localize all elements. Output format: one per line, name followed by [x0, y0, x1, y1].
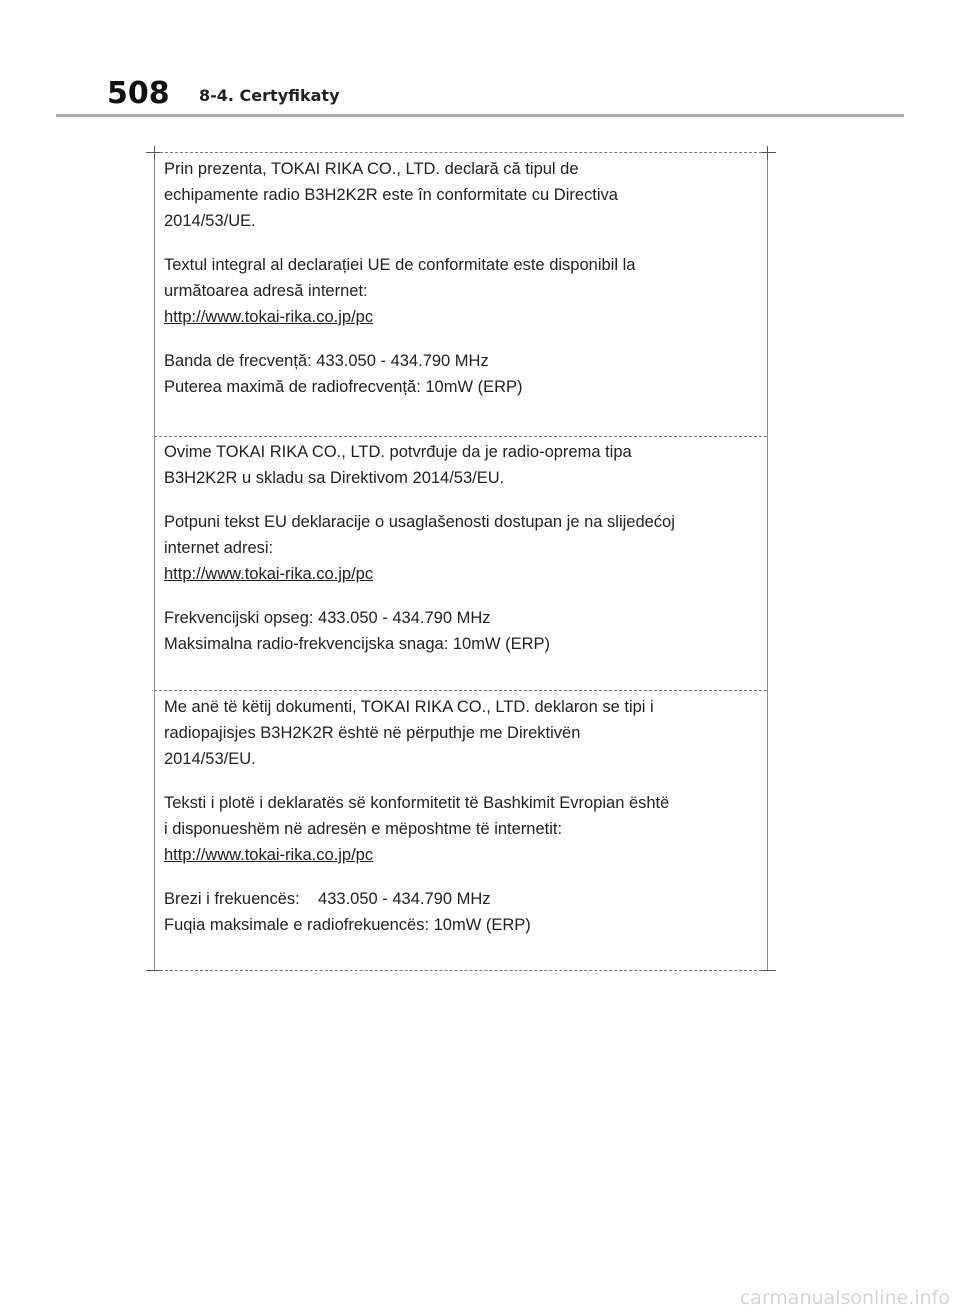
fulltext-line: internet adresi:: [164, 539, 274, 557]
declaration-line: Ovime TOKAI RIKA CO., LTD. potvrđuje da je radio-oprema tipa: [164, 443, 632, 461]
fulltext-line: Potpuni tekst EU deklaracije o usaglašenosti dostupan je na slijedećoj: [164, 513, 675, 531]
box-border-bottom: [150, 970, 772, 971]
fulltext-line: i disponueshëm në adresën e mëposhtme të internetit:: [164, 820, 563, 838]
max-power: Maksimalna radio-frekvencijska snaga: 10mW (ERP): [164, 635, 551, 653]
page-header: [0, 0, 960, 118]
declaration-line: echipamente radio B3H2K2R este în conformitate cu Directiva: [164, 186, 618, 204]
frequency-band: Brezi i frekuencës: 433.050 - 434.790 MHz: [164, 890, 491, 908]
corner-tick: [762, 152, 776, 153]
corner-tick: [146, 970, 160, 971]
corner-tick: [762, 970, 776, 971]
max-power: Fuqia maksimale e radiofrekuencës: 10mW (ERP): [164, 916, 531, 934]
frequency-band: Banda de frecvență: 433.050 - 434.790 MHz: [164, 352, 489, 370]
certificate-box: [146, 146, 778, 974]
frequency-band: Frekvencijski opseg: 433.050 - 434.790 MHz: [164, 609, 491, 627]
declaration-line: 2014/53/EU.: [164, 750, 256, 768]
watermark: carmanualsonline.info: [739, 1287, 950, 1309]
section-divider: [154, 436, 767, 437]
corner-tick: [146, 152, 160, 153]
max-power: Puterea maximă de radiofrecvență: 10mW (ERP): [164, 378, 523, 396]
section-divider: [154, 690, 767, 691]
declaration-line: B3H2K2R u skladu sa Direktivom 2014/53/EU.: [164, 469, 505, 487]
declaration-line: Me anë të këtij dokumenti, TOKAI RIKA CO., LTD. deklaron se tipi i: [164, 698, 654, 716]
corner-tick: [154, 146, 155, 160]
certificate-albanian: [164, 694, 742, 938]
declaration-line: 2014/53/UE.: [164, 212, 256, 230]
section-title: 8-4. Certyfikaty: [199, 86, 340, 105]
certificate-croatian: [164, 439, 742, 657]
box-border-top: [150, 152, 772, 153]
declaration-url-link[interactable]: http://www.tokai-rika.co.jp/pc: [164, 565, 374, 583]
header-rule: [56, 114, 904, 117]
fulltext-line: Textul integral al declarației UE de conformitate este disponibil la: [164, 256, 636, 274]
corner-tick: [767, 146, 768, 160]
page-number: 508: [107, 76, 170, 111]
box-border-right: [767, 152, 768, 970]
fulltext-line: Teksti i plotë i deklaratës së konformitetit të Bashkimit Evropian është: [164, 794, 670, 812]
declaration-url-link[interactable]: http://www.tokai-rika.co.jp/pc: [164, 846, 374, 864]
declaration-url-link[interactable]: http://www.tokai-rika.co.jp/pc: [164, 308, 374, 326]
fulltext-line: următoarea adresă internet:: [164, 282, 368, 300]
certificate-romanian: [164, 156, 742, 400]
declaration-line: Prin prezenta, TOKAI RIKA CO., LTD. declară că tipul de: [164, 160, 579, 178]
declaration-line: radiopajisjes B3H2K2R është në përputhje me Direktivën: [164, 724, 581, 742]
box-border-left: [154, 152, 155, 970]
